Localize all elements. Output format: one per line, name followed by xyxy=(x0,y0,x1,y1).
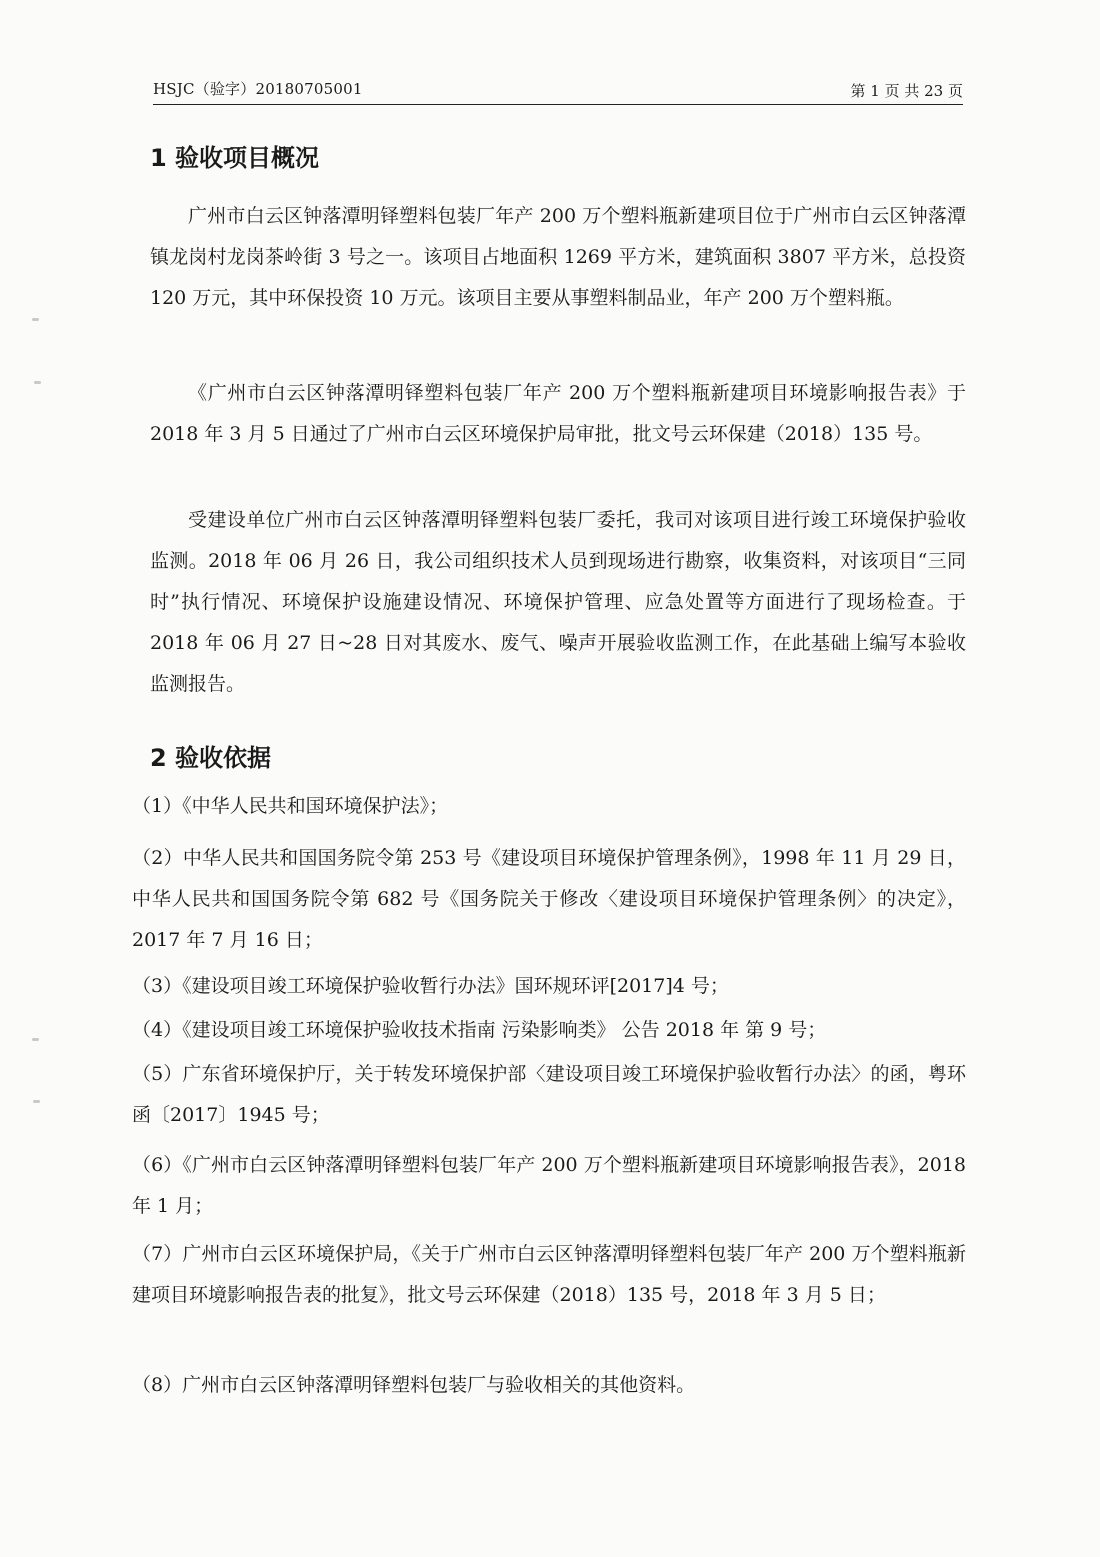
basis-item-2: （2）中华人民共和国国务院令第 253 号《建设项目环境保护管理条例》，1998 年 11 月 29 日，中华人民共和国国务院令第 682 号《国务院关于修改〈建设项目环境保护管理条例〉的决定》，2017 年 7 月 16 日； xyxy=(132,847,966,951)
section-1-paragraph-2: 《广州市白云区钟落潭明铎塑料包装厂年产 200 万个塑料瓶新建项目环境影响报告表》于 2018 年 3 月 5 日通过了广州市白云区环境保护局审批，批文号云环保建（2018）135 号。 xyxy=(150,382,966,445)
basis-item-4: （4）《建设项目竣工环境保护验收技术指南 污染影响类》 公告 2018 年 第 9 号； xyxy=(132,1019,827,1041)
basis-item-6: （6）《广州市白云区钟落潭明铎塑料包装厂年产 200 万个塑料瓶新建项目环境影响报告表》，2018 年 1 月； xyxy=(132,1154,966,1217)
scan-artifact xyxy=(34,381,41,384)
page-indicator: 第 1 页 共 23 页 xyxy=(850,82,963,100)
scan-artifact xyxy=(33,1100,40,1103)
scan-artifact xyxy=(32,318,39,321)
basis-item-1: （1）《中华人民共和国环境保护法》； xyxy=(132,795,449,817)
page-header xyxy=(153,76,963,105)
section-1-paragraph-1: 广州市白云区钟落潭明铎塑料包装厂年产 200 万个塑料瓶新建项目位于广州市白云区钟落潭镇龙岗村龙岗茶岭街 3 号之一。该项目占地面积 1269 平方米，建筑面积 3807 平方米，总投资 120 万元，其中环保投资 10 万元。该项目主要从事塑料制品业，年产 200 万个塑料瓶。 xyxy=(150,205,966,309)
scan-artifact xyxy=(32,1038,39,1041)
basis-item-8: （8）广州市白云区钟落潭明铎塑料包装厂与验收相关的其他资料。 xyxy=(132,1374,696,1396)
section-2-title: 2 验收依据 xyxy=(150,744,272,772)
basis-item-7: （7）广州市白云区环境保护局，《关于广州市白云区钟落潭明铎塑料包装厂年产 200 万个塑料瓶新建项目环境影响报告表的批复》，批文号云环保建（2018）135 号，2018 年 3 月 5 日； xyxy=(132,1243,966,1306)
basis-item-3: （3）《建设项目竣工环境保护验收暂行办法》国环规环评[2017]4 号； xyxy=(132,975,729,997)
basis-item-5: （5）广东省环境保护厅，关于转发环境保护部〈建设项目竣工环境保护验收暂行办法〉的函，粤环函〔2017〕1945 号； xyxy=(132,1063,966,1126)
section-1-title: 1 验收项目概况 xyxy=(150,144,320,172)
section-1-paragraph-3: 受建设单位广州市白云区钟落潭明铎塑料包装厂委托，我司对该项目进行竣工环境保护验收监测。2018 年 06 月 26 日，我公司组织技术人员到现场进行勘察，收集资料，对该项目“三同时”执行情况、环境保护设施建设情况、环境保护管理、应急处置等方面进行了现场检查。于 2018 年 06 月 27 日~28 日对其废水、废气、噪声开展验收监测工作，在此基础上编写本验收监测报告。 xyxy=(150,509,966,695)
document-number: HSJC（验字）20180705001 xyxy=(153,80,363,98)
